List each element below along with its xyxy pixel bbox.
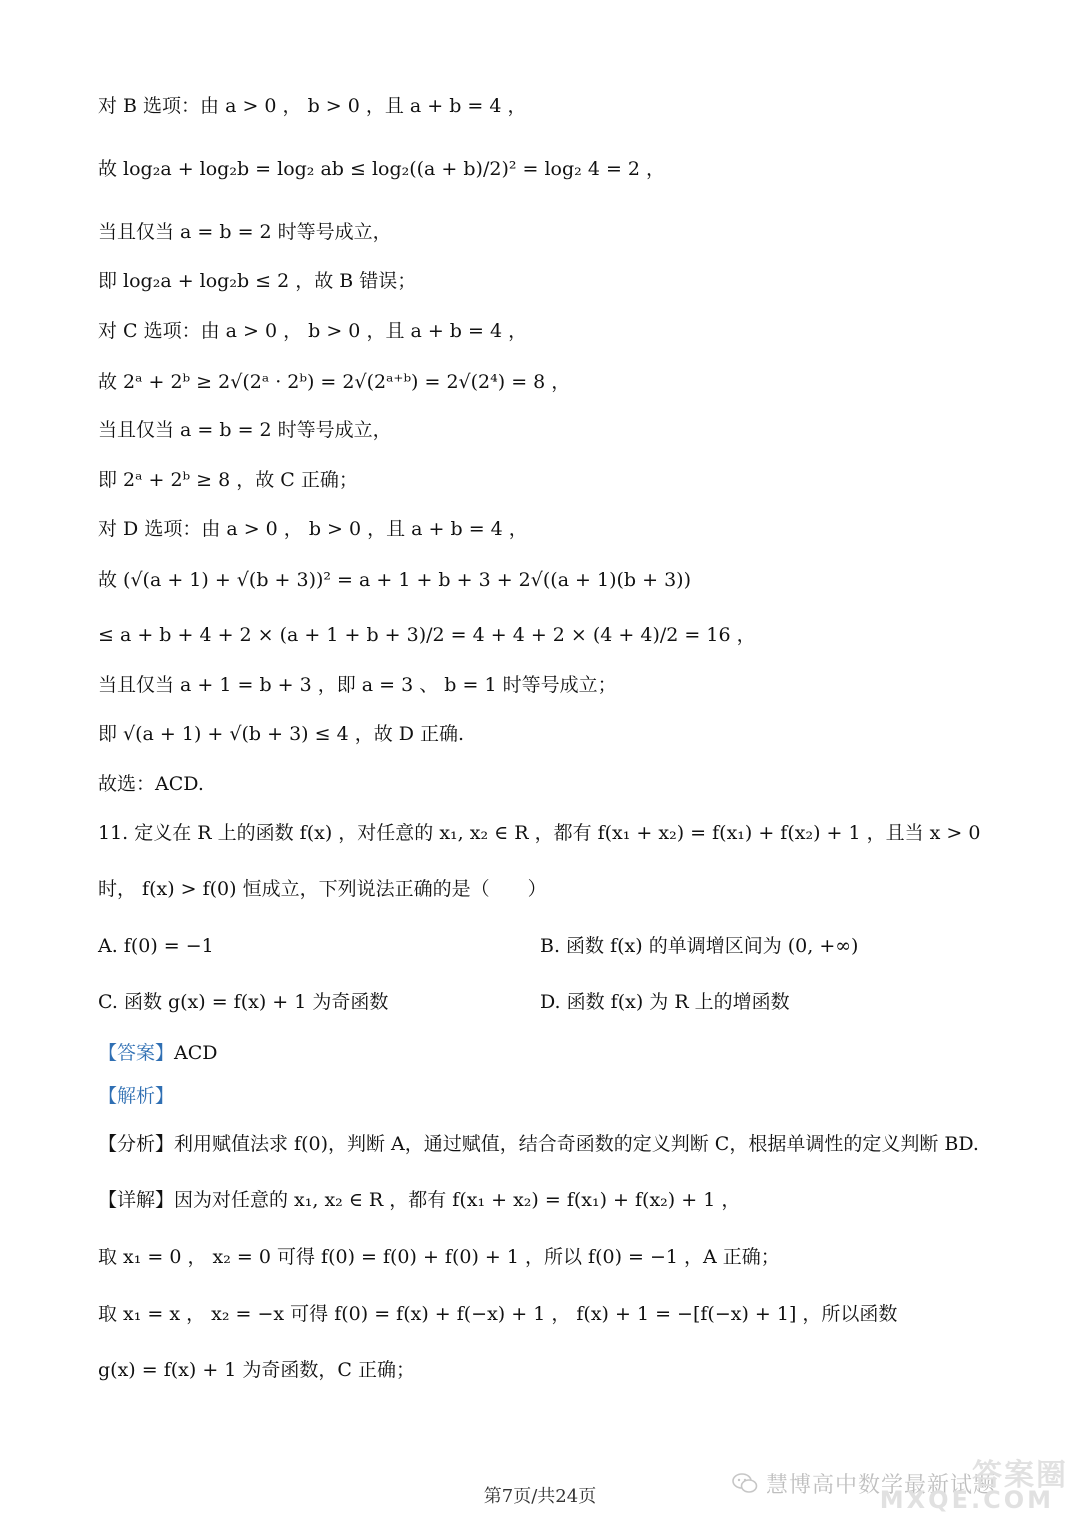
math-line: 故 (√(a + 1) + √(b + 3))² = a + 1 + b + 3 + 2√((a + 1)(b + 3)) <box>98 569 692 591</box>
math-line: 即 2ᵃ + 2ᵇ ≥ 8 ，故 C 正确； <box>98 469 358 491</box>
text-line: 对 B 选项：由 a > 0 ， b > 0 ，且 a + b = 4 ， <box>98 95 527 117</box>
option-d: D. 函数 f(x) 为 R 上的增函数 <box>540 991 790 1013</box>
watermark-logo-top: 答案圈 <box>972 1458 1068 1493</box>
detail-line: 【详解】因为对任意的 x₁, x₂ ∈ R ，都有 f(x₁ + x₂) = f(x₁) + f(x₂) + 1 ， <box>98 1189 741 1211</box>
math-line: 即 √(a + 1) + √(b + 3) ≤ 4 ，故 D 正确. <box>98 723 465 745</box>
detail-line: 取 x₁ = x ， x₂ = −x 可得 f(0) = f(x) + f(−x) + 1 ， f(x) + 1 = −[f(−x) + 1] ，所以函数 <box>98 1303 898 1325</box>
answer-label: 【答案】 <box>98 1042 175 1064</box>
detail-line: 取 x₁ = 0 ， x₂ = 0 可得 f(0) = f(0) + f(0) + 1 ，所以 f(0) = −1 ，A 正确； <box>98 1246 780 1268</box>
question-stem-continued: 时， f(x) > f(0) 恒成立，下列说法正确的是（ ） <box>98 878 547 900</box>
math-line: 故 2ᵃ + 2ᵇ ≥ 2√(2ᵃ · 2ᵇ) = 2√(2ᵃ⁺ᵇ) = 2√(2⁴) = 8 ， <box>98 371 571 393</box>
watermark-logo-bottom: MXQE.COM <box>879 1486 1054 1514</box>
text-line: 当且仅当 a = b = 2 时等号成立， <box>98 419 392 441</box>
conclusion-line: 故选：ACD. <box>98 773 204 795</box>
analysis-label: 【解析】 <box>98 1085 175 1107</box>
option-a: A. f(0) = −1 <box>98 935 214 957</box>
text-line: 当且仅当 a + 1 = b + 3 ，即 a = 3 、 b = 1 时等号成立； <box>98 674 617 696</box>
answer-value: ACD <box>174 1042 218 1064</box>
math-line: 故 log₂a + log₂b = log₂ ab ≤ log₂((a + b)/2)² = log₂ 4 = 2 ， <box>98 158 666 180</box>
text-line: 对 C 选项：由 a > 0 ， b > 0 ，且 a + b = 4 ， <box>98 320 528 342</box>
option-c: C. 函数 g(x) = f(x) + 1 为奇函数 <box>98 991 389 1013</box>
detail-line: g(x) = f(x) + 1 为奇函数，C 正确； <box>98 1359 415 1381</box>
math-line: 即 log₂a + log₂b ≤ 2 ，故 B 错误； <box>98 270 417 292</box>
text-line: 当且仅当 a = b = 2 时等号成立， <box>98 221 392 243</box>
text-line: 对 D 选项：由 a > 0 ， b > 0 ，且 a + b = 4 ， <box>98 518 528 540</box>
fenxi-line: 【分析】利用赋值法求 f(0)，判断 A，通过赋值，结合奇函数的定义判断 C，根据单调性的定义判断 BD. <box>98 1133 979 1155</box>
watermark-account: 慧博高中数学最新试题 <box>766 1472 997 1498</box>
math-line: ≤ a + b + 4 + 2 × (a + 1 + b + 3)/2 = 4 + 4 + 2 × (4 + 4)/2 = 16 ， <box>98 624 756 646</box>
question-stem: 11. 定义在 R 上的函数 f(x) ，对任意的 x₁, x₂ ∈ R ，都有 f(x₁ + x₂) = f(x₁) + f(x₂) + 1 ，且当 x > 0 <box>98 822 981 844</box>
wechat-icon <box>732 1472 758 1494</box>
page-number: 第7页/共24页 <box>483 1486 597 1507</box>
option-b: B. 函数 f(x) 的单调增区间为 (0, +∞) <box>540 935 859 957</box>
watermark <box>732 1450 1072 1516</box>
answer-line <box>98 1039 218 1067</box>
